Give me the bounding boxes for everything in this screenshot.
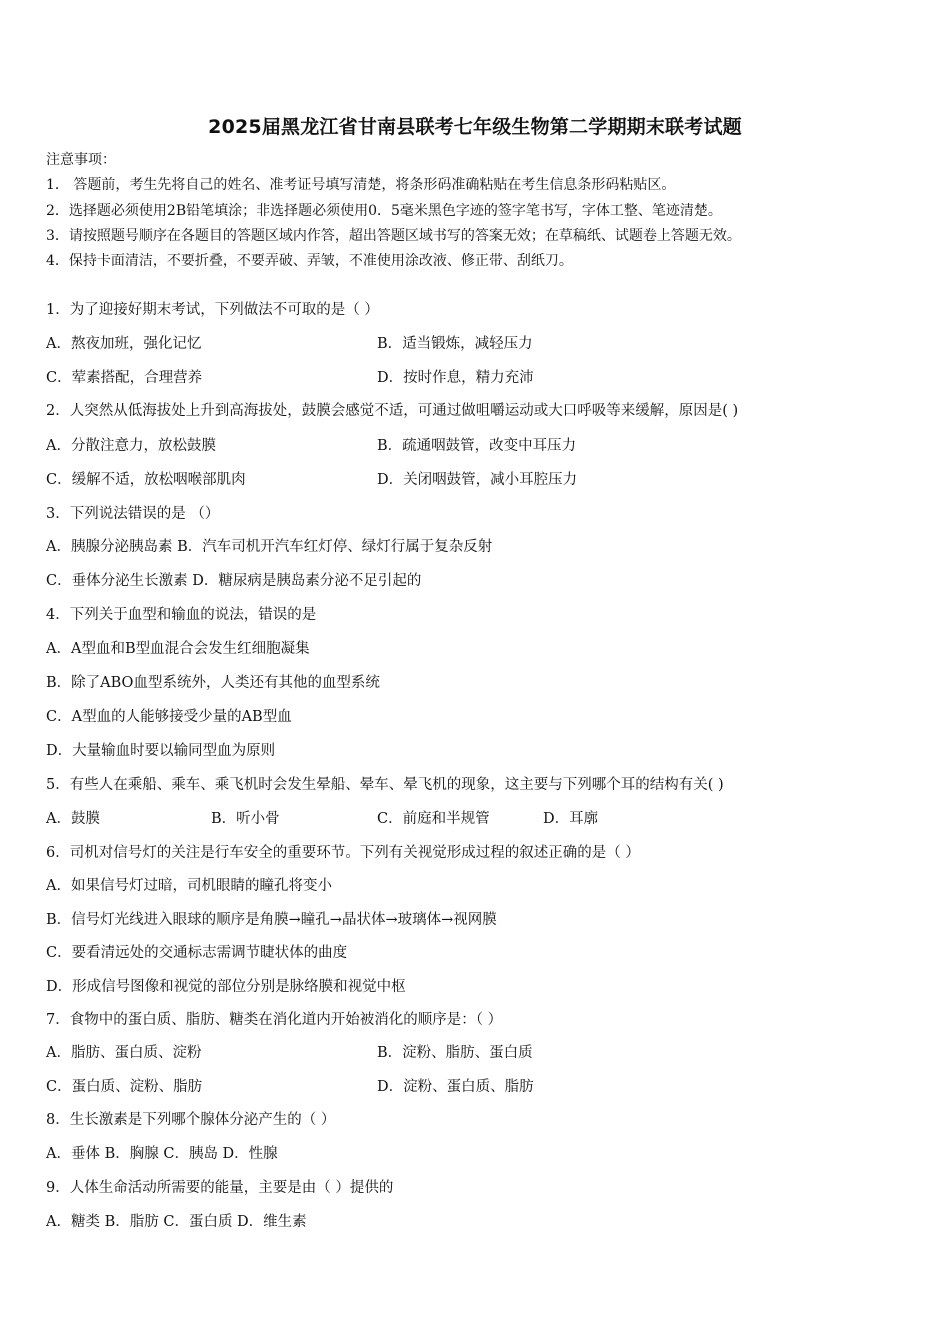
question-5-option-c: C．前庭和半规管 bbox=[377, 811, 490, 827]
question-2-option-b: B．疏通咽鼓管，改变中耳压力 bbox=[377, 438, 577, 454]
notice-item-1: 1． 答题前，考生先将自己的姓名、准考证号填写清楚，将条形码准确粘贴在考生信息条形码粘贴区。 bbox=[46, 177, 676, 193]
question-7-option-b: B．淀粉、脂肪、蛋白质 bbox=[377, 1045, 533, 1061]
question-6-option-c: C．要看清远处的交通标志需调节睫状体的曲度 bbox=[46, 945, 348, 961]
question-1-option-a: A．熬夜加班，强化记忆 bbox=[46, 336, 202, 352]
question-1-option-c: C．荤素搭配，合理营养 bbox=[46, 370, 203, 386]
question-8-stem: 8．生长激素是下列哪个腺体分泌产生的（ ） bbox=[46, 1112, 336, 1128]
page-title: 2025届黑龙江省甘南县联考七年级生物第二学期期末联考试题 bbox=[208, 116, 742, 138]
question-2-stem: 2．人突然从低海拔处上升到高海拔处，鼓膜会感觉不适，可通过做咀嚼运动或大口呼吸等来缓解，原因是( ) bbox=[46, 403, 739, 419]
notice-item-3: 3．请按照题号顺序在各题目的答题区域内作答，超出答题区域书写的答案无效；在草稿纸、试题卷上答题无效。 bbox=[46, 228, 741, 244]
question-7-option-d: D．淀粉、蛋白质、脂肪 bbox=[377, 1079, 534, 1095]
question-6-option-a: A．如果信号灯过暗，司机眼睛的瞳孔将变小 bbox=[46, 878, 332, 894]
notice-heading: 注意事项： bbox=[46, 152, 116, 168]
question-9-options: A．糖类 B．脂肪 C．蛋白质 D．维生素 bbox=[46, 1214, 307, 1230]
question-3-options-ab: A．胰腺分泌胰岛素 B．汽车司机开汽车红灯停、绿灯行属于复杂反射 bbox=[46, 539, 493, 555]
question-4-option-a: A．A型血和B型血混合会发生红细胞凝集 bbox=[46, 641, 310, 657]
question-6-option-b: B．信号灯光线进入眼球的顺序是角膜→瞳孔→晶状体→玻璃体→视网膜 bbox=[46, 912, 497, 928]
question-2-option-c: C．缓解不适，放松咽喉部肌肉 bbox=[46, 472, 246, 488]
question-7-option-a: A．脂肪、蛋白质、淀粉 bbox=[46, 1045, 202, 1061]
question-6-stem: 6．司机对信号灯的关注是行车安全的重要环节。下列有关视觉形成过程的叙述正确的是（ ） bbox=[46, 845, 640, 861]
question-9-stem: 9．人体生命活动所需要的能量，主要是由（ ）提供的 bbox=[46, 1180, 394, 1196]
notice-item-4: 4．保持卡面清洁，不要折叠，不要弄破、弄皱，不准使用涂改液、修正带、刮纸刀。 bbox=[46, 253, 573, 269]
question-4-option-b: B．除了ABO血型系统外，人类还有其他的血型系统 bbox=[46, 675, 380, 691]
question-1-option-b: B．适当锻炼，减轻压力 bbox=[377, 336, 533, 352]
question-4-stem: 4．下列关于血型和输血的说法，错误的是 bbox=[46, 607, 317, 623]
question-7-stem: 7．食物中的蛋白质、脂肪、糖类在消化道内开始被消化的顺序是：（ ） bbox=[46, 1012, 503, 1028]
question-1-stem: 1．为了迎接好期末考试，下列做法不可取的是（ ） bbox=[46, 302, 379, 318]
question-1-option-d: D．按时作息，精力充沛 bbox=[377, 370, 534, 386]
question-5-option-d: D．耳廓 bbox=[543, 811, 599, 827]
question-4-option-c: C．A型血的人能够接受少量的AB型血 bbox=[46, 709, 292, 725]
question-4-option-d: D．大量输血时要以输同型血为原则 bbox=[46, 743, 276, 759]
question-3-stem: 3．下列说法错误的是 （） bbox=[46, 506, 220, 522]
question-7-option-c: C．蛋白质、淀粉、脂肪 bbox=[46, 1079, 203, 1095]
question-5-stem: 5．有些人在乘船、乘车、乘飞机时会发生晕船、晕车、晕飞机的现象，这主要与下列哪个耳的结构有关( ) bbox=[46, 777, 724, 793]
question-8-options: A．垂体 B．胸腺 C．胰岛 D．性腺 bbox=[46, 1146, 278, 1162]
question-5-option-b: B．听小骨 bbox=[211, 811, 280, 827]
notice-item-2: 2．选择题必须使用2B铅笔填涂；非选择题必须使用0．5毫米黑色字迹的签字笔书写，字体工整、笔迹清楚。 bbox=[46, 203, 722, 219]
question-2-option-a: A．分散注意力，放松鼓膜 bbox=[46, 438, 216, 454]
question-3-options-cd: C．垂体分泌生长激素 D．糖尿病是胰岛素分泌不足引起的 bbox=[46, 573, 422, 589]
question-2-option-d: D．关闭咽鼓管，减小耳腔压力 bbox=[377, 472, 578, 488]
question-5-option-a: A．鼓膜 bbox=[46, 811, 100, 827]
question-6-option-d: D．形成信号图像和视觉的部位分别是脉络膜和视觉中枢 bbox=[46, 979, 406, 995]
